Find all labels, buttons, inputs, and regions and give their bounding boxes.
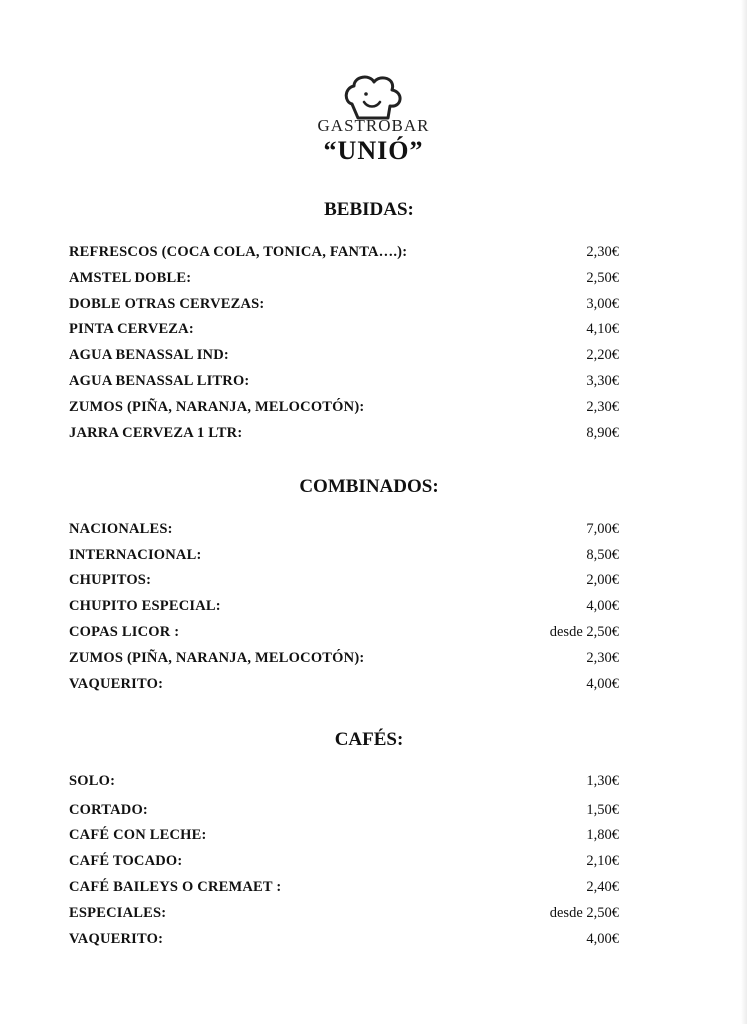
item-price: 1,80€: [586, 826, 619, 843]
item-price: 2,40€: [586, 878, 619, 895]
brand-name: “UNIÓ”: [323, 136, 424, 165]
item-name: NACIONALES:: [69, 520, 173, 537]
item-price: desde 2,50€: [549, 623, 619, 640]
item-price: 8,50€: [586, 546, 619, 563]
menu-item: [69, 877, 619, 897]
item-name: CAFÉ BAILEYS O CREMAET :: [69, 878, 282, 895]
item-price: 3,00€: [586, 295, 619, 312]
section-title-cafes: CAFÉS:: [334, 729, 404, 750]
menu-item: [69, 674, 619, 694]
item-name: ZUMOS (PIÑA, NARANJA, MELOCOTÓN):: [69, 398, 365, 415]
menu-item: [69, 771, 619, 791]
item-name: JARRA CERVEZA 1 LTR:: [69, 424, 243, 441]
menu-item: [69, 294, 619, 314]
menu-item: [69, 345, 619, 365]
menu-item: [69, 929, 619, 949]
item-price: 2,00€: [586, 571, 619, 588]
item-name: ZUMOS (PIÑA, NARANJA, MELOCOTÓN):: [69, 649, 365, 666]
menu-item: [69, 800, 619, 820]
menu-item: [69, 570, 619, 590]
item-name: CHUPITOS:: [69, 571, 152, 588]
item-name: VAQUERITO:: [69, 930, 164, 947]
logo: [0, 74, 747, 166]
menu-item: [69, 319, 619, 339]
item-price: desde 2,50€: [549, 904, 619, 921]
item-price: 4,00€: [586, 675, 619, 692]
section-title-bebidas: BEBIDAS:: [324, 199, 414, 220]
menu-item: [69, 268, 619, 288]
item-price: 4,00€: [586, 930, 619, 947]
item-price: 2,10€: [586, 852, 619, 869]
item-name: AGUA BENASSAL IND:: [69, 346, 229, 363]
item-name: ESPECIALES:: [69, 904, 167, 921]
item-name: PINTA CERVEZA:: [69, 320, 194, 337]
brand-word: GASTROBAR: [317, 116, 430, 135]
item-price: 2,30€: [586, 398, 619, 415]
menu-item: [69, 648, 619, 668]
item-price: 1,30€: [586, 772, 619, 789]
item-price: 4,00€: [586, 597, 619, 614]
item-price: 2,50€: [586, 269, 619, 286]
menu-item: [69, 397, 619, 417]
chef-hat-icon: [342, 74, 406, 120]
item-price: 2,20€: [586, 346, 619, 363]
item-price: 2,30€: [586, 243, 619, 260]
item-name: COPAS LICOR :: [69, 623, 180, 640]
item-price: 3,30€: [586, 372, 619, 389]
item-name: VAQUERITO:: [69, 675, 164, 692]
item-name: DOBLE OTRAS CERVEZAS:: [69, 295, 265, 312]
item-price: 2,30€: [586, 649, 619, 666]
item-name: SOLO:: [69, 772, 116, 789]
menu-item: [69, 851, 619, 871]
item-name: CHUPITO ESPECIAL:: [69, 597, 221, 614]
menu-item: [69, 242, 619, 262]
item-price: 4,10€: [586, 320, 619, 337]
menu-item: [69, 622, 619, 642]
item-name: REFRESCOS (COCA COLA, TONICA, FANTA….):: [69, 243, 408, 260]
item-price: 1,50€: [586, 801, 619, 818]
menu-item: [69, 596, 619, 616]
menu-item: [69, 423, 619, 443]
item-name: INTERNACIONAL:: [69, 546, 202, 563]
menu-item: [69, 371, 619, 391]
menu-item: [69, 825, 619, 845]
menu-item: [69, 519, 619, 539]
item-price: 7,00€: [586, 520, 619, 537]
menu-item: [69, 545, 619, 565]
item-price: 8,90€: [586, 424, 619, 441]
item-name: CAFÉ CON LECHE:: [69, 826, 207, 843]
menu-item: [69, 903, 619, 923]
item-name: CAFÉ TOCADO:: [69, 852, 183, 869]
item-name: AGUA BENASSAL LITRO:: [69, 372, 250, 389]
item-name: AMSTEL DOBLE:: [69, 269, 192, 286]
item-name: CORTADO:: [69, 801, 148, 818]
section-title-combinados: COMBINADOS:: [299, 476, 439, 497]
